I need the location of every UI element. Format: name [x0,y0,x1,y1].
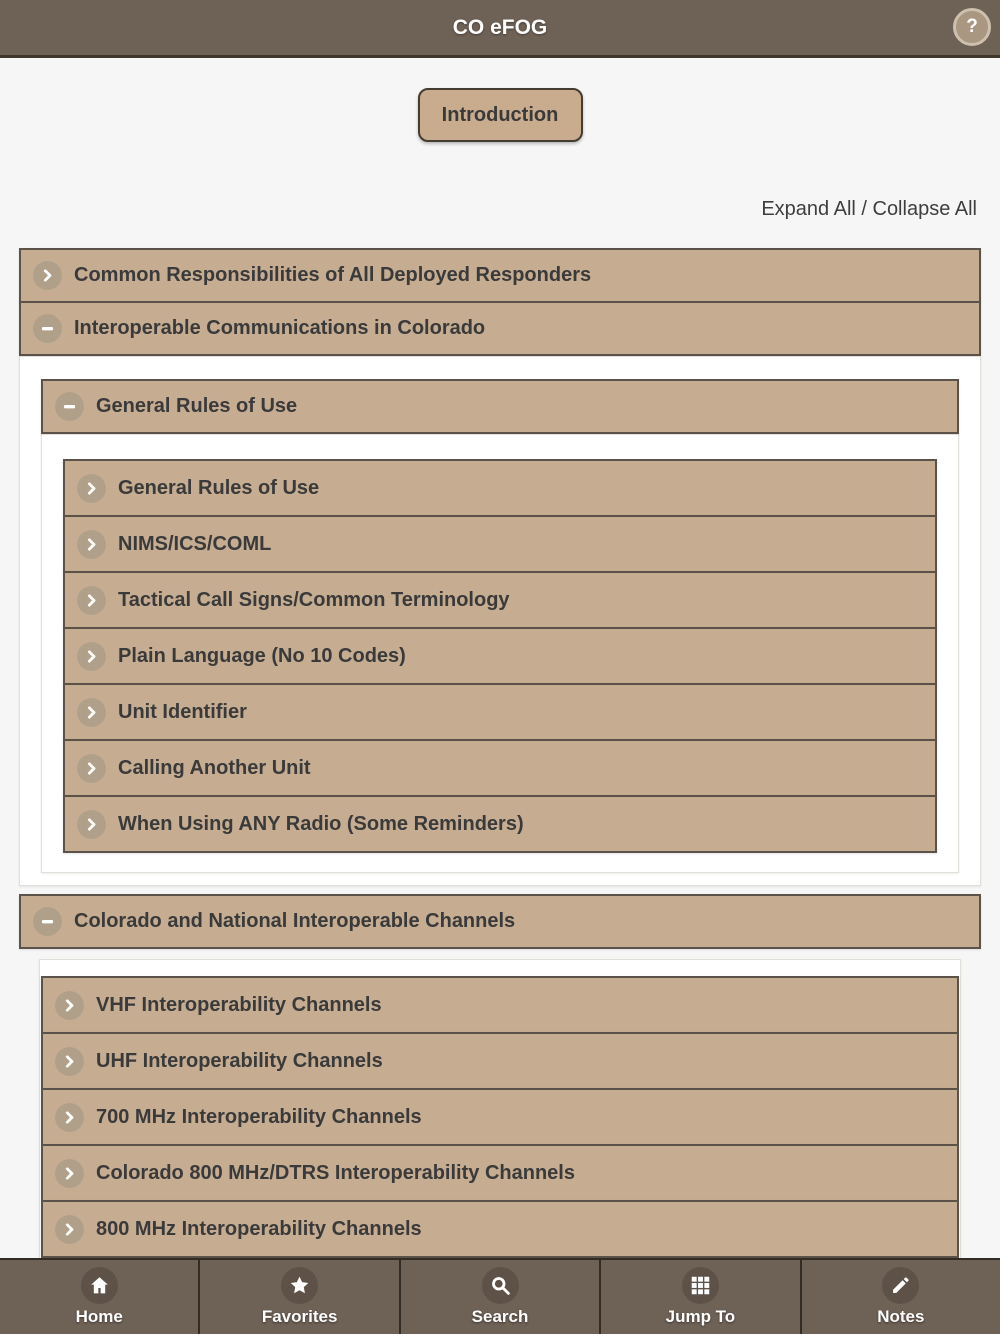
minus-icon [33,907,62,936]
channels-panel [39,959,961,1289]
nav-item-jump-to[interactable] [601,1260,801,1334]
item-row-700mhz-channels[interactable] [41,1088,959,1146]
question-mark-icon: ? [966,16,978,37]
help-button[interactable] [953,8,991,46]
item-row-colorado-800mhz-dtrs-channels[interactable] [41,1144,959,1202]
section-label: Interoperable Communications in Colorado [74,317,486,339]
expand-collapse-all-link[interactable]: Expand All / Collapse All [761,198,977,220]
chevron-right-icon [55,1215,84,1244]
nav-label: Favorites [261,1307,338,1326]
nav-item-notes[interactable] [802,1260,1000,1334]
bottom-navigation-bar [0,1258,1000,1334]
item-row-tactical-call-signs[interactable] [63,571,937,629]
item-label: Tactical Call Signs/Common Terminology [118,588,510,611]
item-label: Calling Another Unit [118,756,311,779]
chevron-right-icon [77,530,106,559]
chevron-right-icon [55,1103,84,1132]
header-bar [0,0,1000,58]
search-icon [482,1267,519,1304]
nav-item-search[interactable] [401,1260,601,1334]
minus-icon [33,314,62,343]
item-label: 800 MHz Interoperability Channels [96,1217,422,1240]
chevron-right-icon [77,474,106,503]
introduction-button[interactable]: Introduction [418,88,583,142]
chevron-right-icon [77,586,106,615]
item-label: General Rules of Use [118,476,320,499]
home-icon [81,1267,118,1304]
nav-item-home[interactable] [0,1260,200,1334]
chevron-right-icon [55,991,84,1020]
item-row-nims-ics-coml[interactable] [63,515,937,573]
item-label: When Using ANY Radio (Some Reminders) [118,812,524,835]
section-row-colorado-national-channels[interactable] [19,894,981,949]
item-label: NIMS/ICS/COML [118,532,272,555]
subsection-label: General Rules of Use [96,395,298,417]
accordion [19,248,981,1289]
subsection-row-general-rules[interactable] [41,379,959,434]
item-row-plain-language[interactable] [63,627,937,685]
item-label: Colorado 800 MHz/DTRS Interoperability Channels [96,1161,575,1184]
app-title: CO eFOG [452,15,548,39]
star-icon [281,1267,318,1304]
general-rules-panel [41,434,959,873]
item-label: UHF Interoperability Channels [96,1049,383,1072]
section-label: Common Responsibilities of All Deployed Responders [74,264,592,286]
item-row-unit-identifier[interactable] [63,683,937,741]
item-row-uhf-channels[interactable] [41,1032,959,1090]
nav-label: Home [75,1307,123,1326]
nav-label: Jump To [665,1307,736,1326]
item-label: Plain Language (No 10 Codes) [118,644,406,667]
item-label: VHF Interoperability Channels [96,993,382,1016]
chevron-right-icon [77,810,106,839]
nav-item-favorites[interactable] [200,1260,400,1334]
interoperable-communications-panel [19,356,981,886]
item-row-calling-another-unit[interactable] [63,739,937,797]
item-row-general-rules-of-use[interactable] [63,459,937,517]
item-row-when-using-any-radio[interactable] [63,795,937,853]
chevron-right-icon [33,261,62,290]
chevron-right-icon [77,754,106,783]
minus-icon [55,392,84,421]
chevron-right-icon [55,1159,84,1188]
nav-label: Search [471,1307,529,1326]
chevron-right-icon [77,698,106,727]
section-row-common-responsibilities[interactable] [19,248,981,303]
nav-label: Notes [877,1307,925,1326]
chevron-right-icon [55,1047,84,1076]
item-row-vhf-channels[interactable] [41,976,959,1034]
item-label: Unit Identifier [118,700,247,723]
item-label: 700 MHz Interoperability Channels [96,1105,422,1128]
grid-icon [682,1267,719,1304]
section-label: Colorado and National Interoperable Channels [74,910,516,932]
item-row-800mhz-channels[interactable] [41,1200,959,1258]
pencil-icon [882,1267,919,1304]
section-row-interoperable-communications[interactable] [19,301,981,356]
chevron-right-icon [77,642,106,671]
